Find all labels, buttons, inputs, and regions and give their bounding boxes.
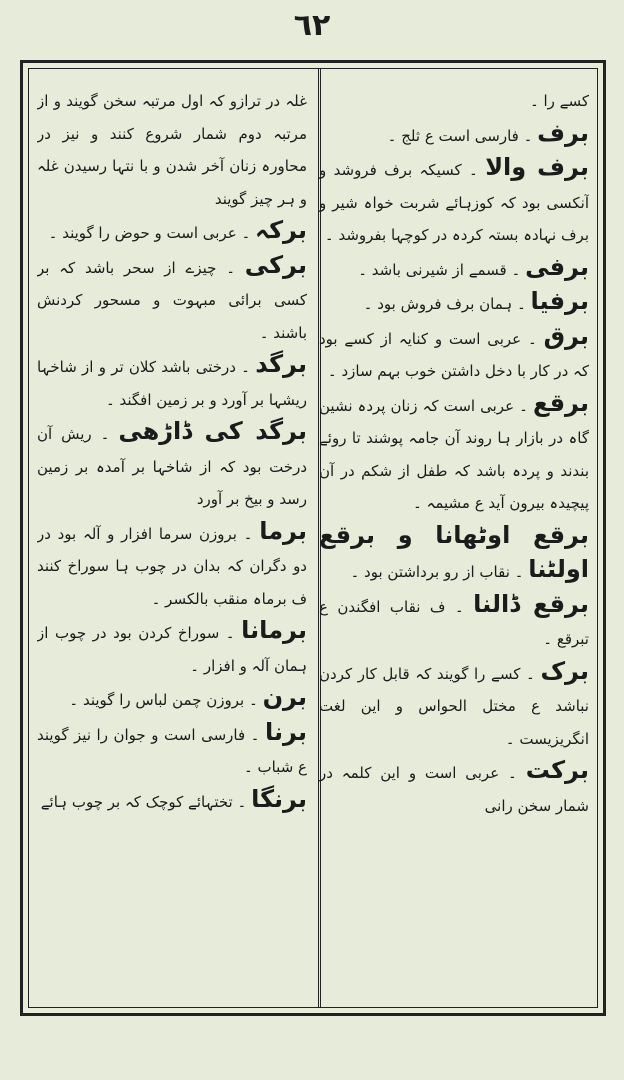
dictionary-entry (319, 755, 589, 822)
dictionary-entry (37, 215, 307, 250)
definition: ۔ درختی باشد کلان تر و از شاخہا ریشہا بر آورد و بر زمین افگند ۔ (37, 358, 307, 409)
dictionary-entry (319, 83, 589, 118)
page-number: ٦٢ (293, 8, 331, 43)
page-frame-inner (28, 68, 598, 1008)
headword: برقع اوٹھانا و برقع اولٹنا (319, 520, 589, 583)
headword: برن (262, 683, 307, 711)
headword: برف والا (485, 153, 589, 181)
dictionary-entry (319, 589, 589, 656)
definition: ۔ ہمان برف فروش بود ۔ (363, 295, 526, 313)
definition: کسے را ۔ (529, 92, 589, 110)
dictionary-entry (37, 682, 307, 717)
definition: ۔ عربی است و کنایہ از کسے بود کہ در کار با دخل داشتن خوب بہم سازد ۔ (319, 329, 589, 380)
headword: برکت (525, 756, 589, 784)
dictionary-entry (319, 118, 589, 153)
definition: ۔ کسیکہ برف فروشد و آنکسی بود کہ کوزہائے شربت خواہ شیر و برف نہادہ بستہ کردہ در کوچہا بفروشد ۔ (319, 161, 589, 244)
dictionary-entry (37, 416, 307, 516)
right-column (319, 83, 589, 999)
headword: برق (543, 321, 589, 350)
definition: ۔ نقاب از رو برداشتن بود ۔ (350, 563, 524, 581)
headword: برگد (255, 350, 307, 378)
headword: برقع ڈالنا (473, 589, 589, 618)
dictionary-entry (319, 321, 589, 388)
definition: ۔ کسے را گویند کہ قابل کار کردن نباشد ع مختل الحواس و این لغت انگریزیست ۔ (319, 664, 589, 748)
left-column (37, 83, 307, 999)
page-frame (20, 60, 606, 1016)
headword: برمانا (241, 616, 307, 644)
definition: ۔ ف نقاب افگندن ع تبرقع ۔ (319, 597, 589, 648)
definition: ۔ عربی است و حوض را گویند ۔ (48, 224, 251, 242)
definition: ۔ سوراخ کردن بود در چوب از ہمان آلہ و افزار ۔ (37, 624, 307, 675)
definition: غلہ در ترازو کہ اول مرتبہ سخن گویند و از مرتبہ دوم شمار شروع کنند و نیز در محاورہ زنان آخر شدن و با نتہا رسیدن غلہ و ہر چیز گویند (37, 92, 307, 208)
dictionary-entry (319, 286, 589, 321)
headword: برک (540, 656, 589, 685)
headword: برنا (265, 717, 307, 746)
definition: ۔ بروزن سرما افزار و آلہ بود در دو دگران کہ بدان در چوب ہا سوراخ کنند ف برماہ منقب بالکسر ۔ (37, 524, 307, 608)
dictionary-entry (37, 349, 307, 416)
dictionary-entry (37, 717, 307, 784)
dictionary-entry (37, 250, 307, 350)
dictionary-entry (319, 656, 589, 756)
definition: ۔ ریش آن درخت بود کہ از شاخہا بر آمدہ بر زمین رسد و بیخ بر آورد (37, 425, 307, 508)
headword: برفی (525, 252, 589, 281)
headword: برف (537, 118, 589, 147)
dictionary-entry (319, 388, 589, 520)
headword: برگد کی ڈاڑھی (118, 417, 307, 445)
definition: ۔ عربی است و این کلمہ در شمار سخن رانی (319, 764, 589, 815)
headword: برکی (244, 250, 307, 279)
headword: برقع (532, 388, 589, 417)
headword: برکہ (255, 216, 307, 244)
definition: ۔ قسمے از شیرنی باشد ۔ (358, 260, 521, 279)
dictionary-entry (37, 615, 307, 682)
dictionary-entry (319, 152, 589, 252)
dictionary-entry (319, 252, 589, 287)
definition: ۔ عربی است کہ زنان پردہ نشین گاہ در بازار ہا روند آن جامہ پوشند تا روئے بندند و پردہ باشد کہ طفل از شکم در آن پیچیدہ بیرون آید ع مشیمہ ۔ (319, 396, 589, 512)
definition: ۔ بروزن چمن لباس را گویند ۔ (69, 691, 258, 709)
definition: ۔ تختہائے کوچک کہ بر چوب ہائے (40, 792, 247, 811)
headword: برفیا (530, 287, 589, 315)
definition: ۔ فارسی است و جوان را نیز گویند ع شباب ۔ (37, 725, 307, 776)
headword: برما (259, 516, 307, 545)
dictionary-entry (37, 784, 307, 819)
dictionary-entry (37, 83, 307, 215)
dictionary-entry (319, 520, 589, 589)
headword: برنگا (251, 784, 307, 813)
definition: ۔ فارسی است ع ثلج ۔ (387, 126, 533, 145)
dictionary-entry (37, 516, 307, 616)
definition: ۔ چیزے از سحر باشد کہ بر کسی برائی مبہوت و مسحور کردنش باشند ۔ (37, 258, 307, 342)
